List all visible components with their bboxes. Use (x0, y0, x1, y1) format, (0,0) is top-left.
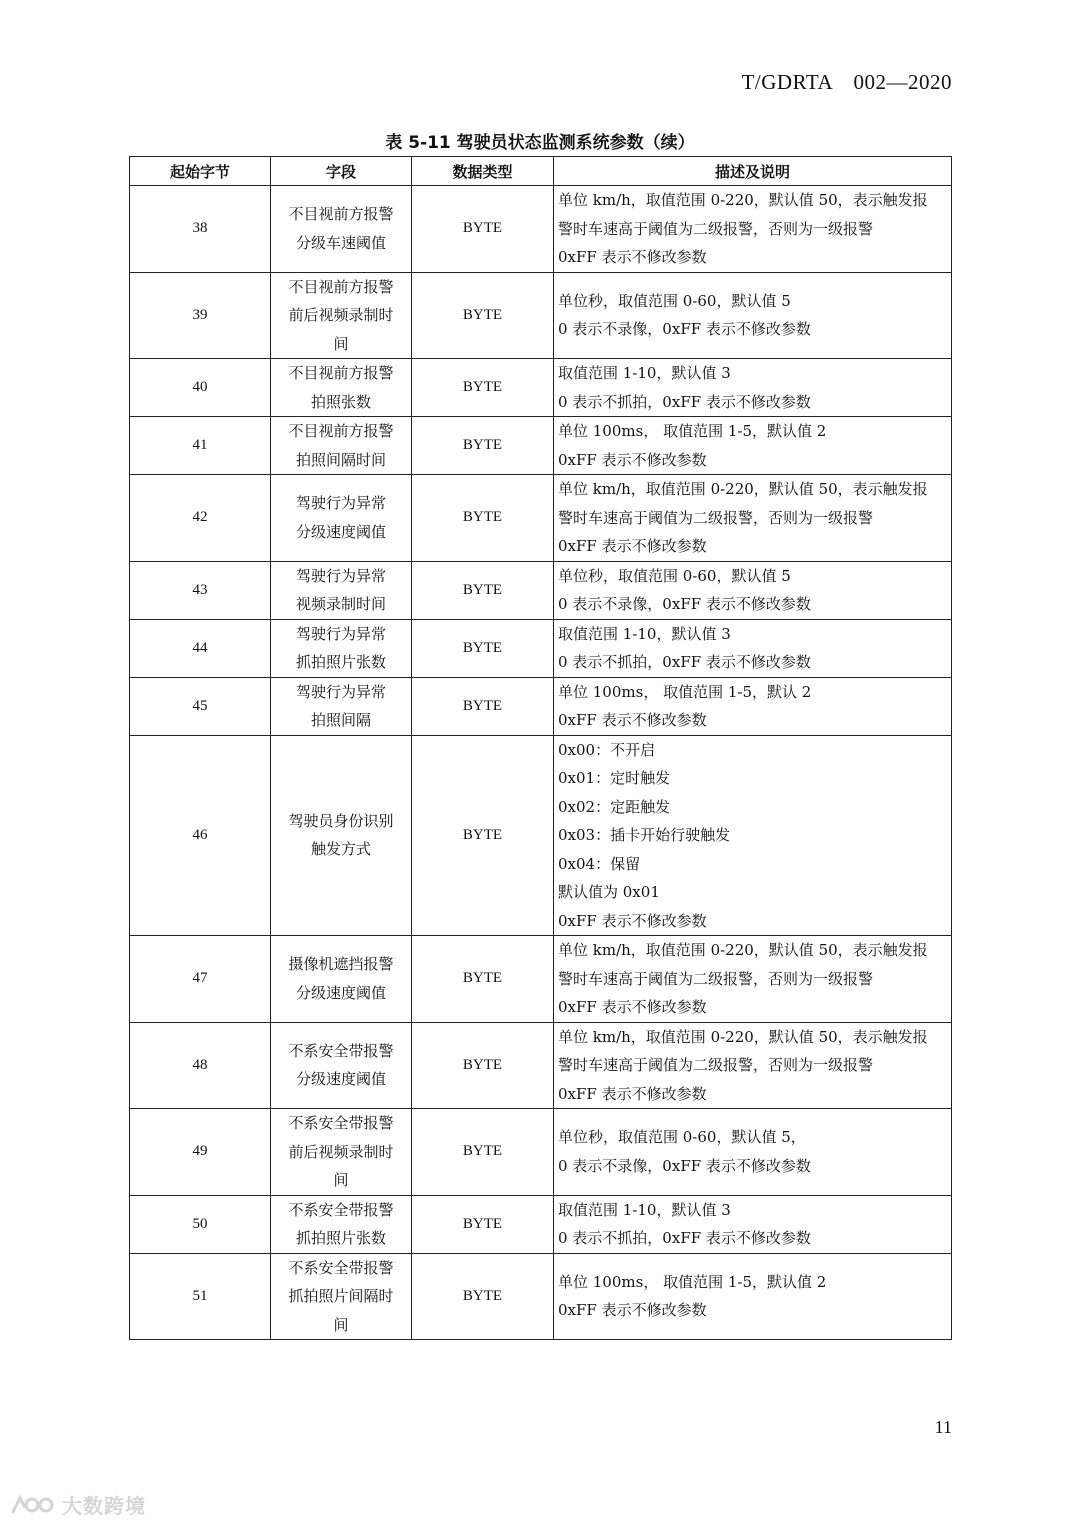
field-line: 间 (333, 334, 349, 353)
cell-start-byte: 50 (130, 1195, 271, 1253)
description-line: 0 表示不抓拍，0xFF 表示不修改参数 (558, 392, 811, 411)
cell-start-byte: 40 (130, 359, 271, 417)
table-row (130, 186, 952, 273)
field-line: 不目视前方报警 (288, 422, 394, 440)
field-line: 分级车速阈值 (295, 233, 386, 252)
description-line: 警时车速高于阈值为二级报警，否则为一级报警 (558, 508, 874, 527)
field-line: 不目视前方报警 (288, 364, 394, 382)
cell-data-type: BYTE (412, 936, 554, 1023)
cell-start-byte: 41 (130, 417, 271, 475)
description-line: 单位秒，取值范围 0-60，默认值 5 (558, 566, 791, 585)
cell-field (271, 1022, 412, 1109)
cell-field (271, 561, 412, 619)
cell-field (271, 619, 412, 677)
description-line: 0xFF 表示不修改参数 (558, 450, 707, 469)
description-line: 0 表示不录像，0xFF 表示不修改参数 (558, 595, 811, 613)
table-row (130, 1022, 952, 1109)
cell-start-byte: 51 (130, 1253, 271, 1340)
cell-description (554, 1253, 952, 1340)
cell-data-type: BYTE (412, 272, 554, 359)
description-line: 单位 km/h，取值范围 0-220，默认值 50，表示触发报 (558, 1027, 928, 1046)
cell-field (271, 475, 412, 562)
parameter-table (129, 156, 952, 1340)
cell-start-byte: 49 (130, 1109, 271, 1196)
description-line: 0xFF 表示不修改参数 (558, 537, 707, 555)
description-line: 单位 km/h，取值范围 0-220，默认值 50，表示触发报 (558, 480, 928, 498)
cell-start-byte: 44 (130, 619, 271, 677)
cell-description (554, 272, 952, 359)
description-line: 单位 km/h，取值范围 0-220，默认值 50，表示触发报 (558, 191, 928, 209)
field-line: 不系安全带报警 (288, 1041, 394, 1060)
field-line: 驾驶行为异常 (295, 682, 386, 701)
watermark (10, 1490, 146, 1519)
table-row (130, 475, 952, 562)
cell-description (554, 677, 952, 735)
cell-data-type: BYTE (412, 619, 554, 677)
description-line: 0x00：不开启 (558, 740, 656, 759)
field-line: 不目视前方报警 (288, 277, 394, 296)
cell-field (271, 417, 412, 475)
cell-description (554, 359, 952, 417)
description-line: 单位秒，取值范围 0-60，默认值 5 (558, 291, 791, 310)
field-line: 分级速度阈值 (295, 522, 386, 541)
cell-field (271, 359, 412, 417)
cell-description (554, 475, 952, 562)
description-line: 警时车速高于阈值为二级报警，否则为一级报警 (558, 1056, 874, 1074)
field-line: 拍照间隔 (310, 711, 371, 729)
cell-start-byte: 45 (130, 677, 271, 735)
cell-start-byte: 39 (130, 272, 271, 359)
cell-data-type: BYTE (412, 735, 554, 936)
table-row (130, 1109, 952, 1196)
cell-start-byte: 43 (130, 561, 271, 619)
field-line: 拍照间隔时间 (295, 450, 386, 469)
cell-field (271, 1253, 412, 1340)
cell-description (554, 735, 952, 936)
description-line: 单位 100ms， 取值范围 1-5，默认值 2 (558, 422, 827, 440)
table-row (130, 1195, 952, 1253)
cell-data-type: BYTE (412, 186, 554, 273)
description-line: 0xFF 表示不修改参数 (558, 1301, 707, 1320)
field-line: 分级速度阈值 (295, 983, 386, 1002)
cell-data-type: BYTE (412, 1253, 554, 1340)
table-row (130, 1253, 952, 1340)
table-row (130, 359, 952, 417)
description-line: 警时车速高于阈值为二级报警，否则为一级报警 (558, 969, 874, 988)
cell-field (271, 735, 412, 936)
column-header-data-type: 数据类型 (412, 157, 554, 186)
table-row (130, 417, 952, 475)
description-line: 0 表示不录像，0xFF 表示不修改参数 (558, 320, 811, 339)
description-line: 单位 100ms， 取值范围 1-5，默认值 2 (558, 1272, 827, 1291)
cell-data-type: BYTE (412, 561, 554, 619)
cell-start-byte: 38 (130, 186, 271, 273)
field-line: 前后视频录制时 (288, 1142, 394, 1161)
cell-data-type: BYTE (412, 417, 554, 475)
field-line: 分级速度阈值 (295, 1070, 386, 1089)
cell-field (271, 186, 412, 273)
field-line: 不系安全带报警 (288, 1258, 394, 1277)
table-row (130, 735, 952, 936)
table-row (130, 936, 952, 1023)
cell-description (554, 1195, 952, 1253)
cell-start-byte: 47 (130, 936, 271, 1023)
table-row (130, 677, 952, 735)
cell-description (554, 561, 952, 619)
column-header-start-byte: 起始字节 (130, 157, 271, 186)
field-line: 抓拍照片张数 (295, 1229, 386, 1247)
table-row (130, 272, 952, 359)
cell-data-type: BYTE (412, 1109, 554, 1196)
field-line: 驾驶行为异常 (295, 566, 386, 585)
description-line: 0 表示不录像，0xFF 表示不修改参数 (558, 1156, 811, 1175)
cell-data-type: BYTE (412, 475, 554, 562)
description-line: 单位 km/h，取值范围 0-220，默认值 50，表示触发报 (558, 941, 928, 959)
table-row (130, 619, 952, 677)
field-line: 驾驶员身份识别 (288, 811, 394, 830)
description-line: 0xFF 表示不修改参数 (558, 1084, 707, 1103)
cell-data-type: BYTE (412, 1195, 554, 1253)
field-line: 抓拍照片间隔时 (288, 1287, 394, 1305)
field-line: 驾驶行为异常 (295, 494, 386, 513)
table-row (130, 561, 952, 619)
field-line: 驾驶行为异常 (295, 624, 386, 643)
description-line: 0x04：保留 (558, 854, 641, 873)
description-line: 单位 100ms， 取值范围 1-5，默认 2 (558, 682, 812, 701)
field-line: 不目视前方报警 (288, 205, 394, 224)
description-line: 0xFF 表示不修改参数 (558, 711, 707, 729)
cell-start-byte: 46 (130, 735, 271, 936)
cell-data-type: BYTE (412, 359, 554, 417)
field-line: 前后视频录制时 (288, 306, 394, 324)
cell-field (271, 272, 412, 359)
cell-description (554, 1022, 952, 1109)
cell-data-type: BYTE (412, 677, 554, 735)
field-line: 拍照张数 (310, 392, 371, 411)
description-line: 警时车速高于阈值为二级报警，否则为一级报警 (558, 219, 874, 238)
cell-field (271, 1109, 412, 1196)
cell-description (554, 619, 952, 677)
description-line: 0xFF 表示不修改参数 (558, 998, 707, 1016)
cell-description (554, 186, 952, 273)
standard-code: T/GDRTA 002—2020 (741, 70, 952, 94)
column-header-field: 字段 (271, 157, 412, 186)
description-line: 默认值为 0x01 (558, 883, 660, 901)
table-header-row (130, 157, 952, 186)
column-header-description: 描述及说明 (554, 157, 952, 186)
description-line: 取值范围 1-10，默认值 3 (558, 624, 731, 643)
cell-description (554, 417, 952, 475)
field-line: 抓拍照片张数 (295, 653, 386, 671)
cell-start-byte: 42 (130, 475, 271, 562)
field-line: 不系安全带报警 (288, 1200, 394, 1219)
description-line: 0x01：定时触发 (558, 769, 671, 787)
description-line: 0x03：插卡开始行驶触发 (558, 826, 731, 844)
description-line: 取值范围 1-10，默认值 3 (558, 364, 731, 382)
cell-description (554, 1109, 952, 1196)
cell-description (554, 936, 952, 1023)
cell-data-type: BYTE (412, 1022, 554, 1109)
cell-field (271, 936, 412, 1023)
field-line: 摄像机遮挡报警 (288, 955, 394, 974)
field-line: 触发方式 (310, 840, 371, 859)
cell-field (271, 1195, 412, 1253)
description-line: 0xFF 表示不修改参数 (558, 911, 707, 930)
description-line: 0 表示不抓拍，0xFF 表示不修改参数 (558, 653, 811, 671)
description-line: 0xFF 表示不修改参数 (558, 248, 707, 266)
page-number: 11 (934, 1417, 952, 1437)
field-line: 间 (333, 1315, 349, 1334)
watermark-text: 大数跨境 (62, 1494, 146, 1518)
description-line: 0x02：定距触发 (558, 797, 671, 816)
field-line: 间 (333, 1171, 349, 1189)
cell-field (271, 677, 412, 735)
description-line: 取值范围 1-10，默认值 3 (558, 1200, 731, 1219)
field-line: 视频录制时间 (295, 595, 386, 613)
description-line: 0 表示不抓拍，0xFF 表示不修改参数 (558, 1229, 811, 1247)
description-line: 单位秒，取值范围 0-60，默认值 5， (558, 1128, 806, 1147)
watermark-logo-icon (10, 1492, 58, 1518)
field-line: 不系安全带报警 (288, 1114, 394, 1132)
cell-start-byte: 48 (130, 1022, 271, 1109)
table-title: 表 5-11 驾驶员状态监测系统参数（续） (385, 133, 695, 153)
